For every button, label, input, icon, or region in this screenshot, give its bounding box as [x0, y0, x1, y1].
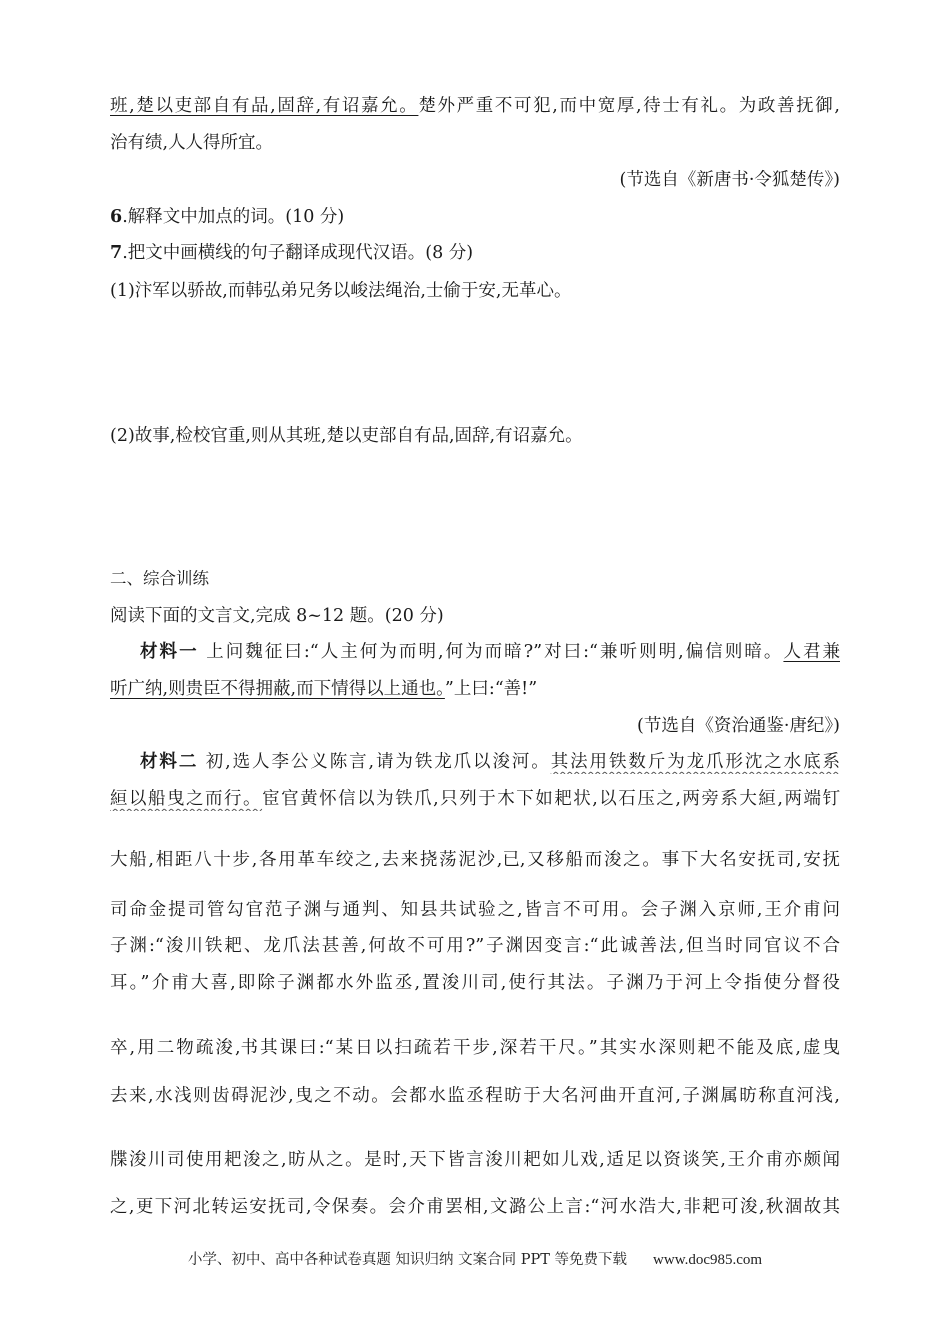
material-2-line-4: 司命金提司管勾官范子渊与通判、知县共试验之,皆言不可用。会子渊入京师,王介甫问: [110, 900, 840, 920]
question-7-part-1: (1)汴军以骄故,而韩弘弟兄务以峻法绳治,士偷于安,无革心。: [110, 281, 572, 301]
material-2-line-1: 材料二 初,选人李公义陈言,请为铁龙爪以浚河。其法用铁数斤为龙爪形沈之水底系: [140, 752, 840, 772]
material-2-line-3: 大船,相距八十步,各用革车绞之,去来挠荡泥沙,已,又移船而浚之。事下大名安抚司,安抚: [110, 850, 840, 870]
source-citation-1: (节选自《新唐书·令狐楚传》): [619, 170, 840, 190]
material-2-line-2: 絙以船曳之而行。宦官黄怀信以为铁爪,只列于木下如耙状,以石压之,两旁系大絙,两端钉: [110, 789, 840, 809]
question-7: 7.把文中画横线的句子翻译成现代汉语。(8 分): [110, 243, 474, 263]
reading-instruction: 阅读下面的文言文,完成 8~12 题。(20 分): [110, 606, 444, 626]
material-1-line-2: 听广纳,则贵臣不得拥蔽,而下情得以上通也。”上曰:“善!”: [110, 679, 538, 699]
wavy-underlined-sentence: 其法用铁数斤为龙爪形沈之水底系: [550, 752, 840, 772]
wavy-underlined-sentence: 絙以船曳之而行。: [110, 789, 263, 809]
underlined-sentence: 班,楚以吏部自有品,固辞,有诏嘉允。: [110, 96, 419, 116]
material-1-line-1: 材料一 上问魏征曰:“人主何为而明,何为而暗?”对曰:“兼听则明,偏信则暗。人君兼: [140, 642, 840, 662]
question-number: 7: [110, 243, 123, 263]
dotted-word: 资: [663, 1150, 681, 1170]
passage-line-2: 治有绩,人人得所宜。: [110, 133, 274, 153]
section-heading: 二、综合训练: [110, 569, 209, 588]
material-2-line-8: 去来,水浅则齿碍泥沙,曳之不动。会都水监丞程昉于大名河曲开直河,子渊属昉称直河浅,: [110, 1086, 840, 1106]
material-2-line-7: 卒,用二物疏浚,书其课曰:“某日以扫疏若干步,深若干尺。”其实水深则耙不能及底,虚曳: [110, 1038, 840, 1058]
material-2-line-9: 牒浚川司使用耙浚之,昉从之。是时,天下皆言浚川耙如儿戏,适足以资谈笑,王介甫亦颇闻: [110, 1150, 840, 1170]
source-citation-2: (节选自《资治通鉴·唐纪》): [637, 716, 840, 736]
footer-text: 小学、初中、高中各种试卷真题 知识归纳 文案合同 PPT 等免费下载: [187, 1252, 628, 1268]
material-2-line-10: 之,更下河北转运安抚司,令保奏。会介甫罢相,文潞公上言:“河水浩大,非耙可浚,秋涸故其: [110, 1197, 840, 1217]
footer-url[interactable]: www.doc985.com: [653, 1252, 763, 1268]
dotted-word: 已: [502, 850, 520, 870]
material-label: 材料一: [140, 642, 199, 662]
underlined-sentence: 人君兼: [783, 642, 840, 662]
question-number: 6: [110, 207, 123, 227]
page-footer: [0, 1250, 950, 1270]
question-7-part-2: (2)故事,检校官重,则从其班,楚以吏部自有品,固辞,有诏嘉允。: [110, 426, 583, 446]
dotted-word: 书: [240, 1038, 259, 1058]
material-2-line-6: 耳。”介甫大喜,即除子渊都水外监丞,置浚川司,使行其法。子渊乃于河上令指使分督役: [110, 973, 840, 993]
passage-line-1: 班,楚以吏部自有品,固辞,有诏嘉允。楚外严重不可犯,而中宽厚,待士有礼。为政善抚御,: [110, 96, 840, 116]
question-6: 6.解释文中加点的词。(10 分): [110, 207, 345, 227]
material-2-line-5: 子渊:“浚川铁耙、龙爪法甚善,何故不可用?”子渊因变言:“此诚善法,但当时同官议不合: [110, 936, 840, 956]
underlined-sentence: 听广纳,则贵臣不得拥蔽,而下情得以上通也。: [110, 679, 445, 699]
material-label: 材料二: [140, 752, 199, 772]
